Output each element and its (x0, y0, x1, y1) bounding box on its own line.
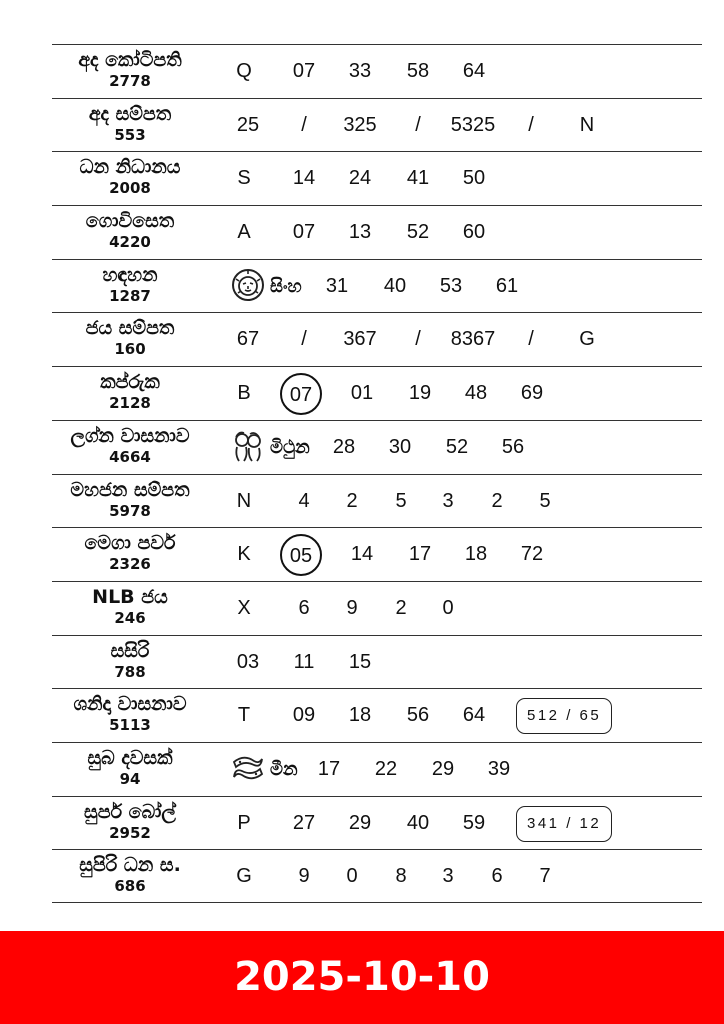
lottery-name-block (52, 801, 208, 843)
result-value: 6 (491, 865, 503, 888)
result-value: / (528, 328, 534, 351)
lottery-name-block (52, 532, 208, 574)
date-banner (0, 931, 724, 1024)
result-value: 19 (408, 382, 432, 405)
result-value: 03 (236, 650, 260, 673)
draw-number: 2008 (109, 179, 151, 198)
result-value: 8367 (450, 328, 496, 351)
result-value: B (237, 382, 251, 405)
result-value: Q (236, 60, 252, 82)
gemini-icon (230, 428, 266, 468)
lottery-name: ජය සම්පත (85, 317, 175, 340)
lion-icon (230, 267, 266, 307)
result-value: 69 (520, 382, 544, 405)
lottery-name: කප්රුක (100, 371, 160, 394)
zodiac-name: මීන (270, 759, 298, 781)
result-value: 5 (395, 489, 407, 512)
zodiac-name: මිථුන (270, 437, 310, 459)
result-value: 17 (408, 543, 432, 566)
result-value: 0 (346, 865, 358, 888)
results-table (52, 44, 702, 903)
lottery-name-block (52, 854, 208, 896)
lottery-row (52, 635, 702, 689)
result-value: 5325 (450, 113, 496, 136)
jackpot-box: 512 / 65 (516, 698, 612, 734)
result-value: 01 (350, 382, 374, 405)
draw-number: 5113 (109, 716, 151, 735)
lottery-row (52, 796, 702, 850)
lottery-name-block (52, 693, 208, 735)
lottery-row (52, 742, 702, 796)
lottery-name-block (52, 49, 208, 91)
result-value: 7 (539, 865, 551, 888)
result-value: 60 (462, 221, 486, 244)
result-value: 56 (501, 435, 525, 458)
lottery-row (52, 688, 702, 742)
lottery-row (52, 205, 702, 259)
result-value: P (237, 811, 251, 834)
result-value: 50 (462, 167, 486, 190)
result-value: 67 (236, 328, 260, 351)
draw-number: 246 (114, 608, 146, 627)
lottery-name: ලග්න වාසනාව (70, 424, 190, 447)
draw-number: 2778 (109, 72, 151, 90)
result-value: 2 (346, 489, 358, 512)
lottery-name: සුබ දවසක් (87, 746, 173, 769)
lottery-row (52, 44, 702, 98)
result-value: 25 (236, 113, 260, 136)
lottery-name-block (52, 103, 208, 145)
result-value: 07 (292, 60, 316, 82)
result-value: 18 (464, 543, 488, 566)
result-value: 3 (442, 865, 454, 888)
result-value: 5 (539, 489, 551, 512)
draw-number: 788 (114, 662, 146, 681)
lottery-name: ධන නිධානය (79, 156, 181, 179)
result-value: 31 (325, 274, 349, 297)
lottery-row (52, 151, 702, 205)
lottery-name-block (52, 586, 208, 628)
result-value: 4 (298, 489, 310, 512)
result-value: 367 (343, 328, 377, 351)
lottery-name: මහජන සම්පත (70, 478, 190, 501)
result-value: 30 (388, 435, 412, 458)
lottery-row (52, 474, 702, 528)
result-value: 72 (520, 543, 544, 566)
result-value: 52 (445, 435, 469, 458)
result-value: 29 (431, 757, 455, 780)
result-value: 14 (350, 543, 374, 566)
lottery-name: සසිරි (110, 639, 150, 662)
lottery-row (52, 420, 702, 474)
result-value: 29 (348, 811, 372, 834)
draw-number: 2128 (109, 394, 151, 413)
result-value: 2 (395, 596, 407, 619)
result-value: K (237, 543, 251, 566)
result-value: 13 (348, 221, 372, 244)
result-value: 28 (332, 435, 356, 458)
result-value: 9 (346, 596, 358, 619)
result-value: 53 (439, 274, 463, 297)
draw-number: 1287 (109, 286, 151, 305)
result-value: T (237, 704, 251, 727)
lottery-row (52, 849, 702, 903)
result-value: 09 (292, 704, 316, 727)
result-value: 40 (383, 274, 407, 297)
result-value: 8 (395, 865, 407, 888)
zodiac-sign (230, 267, 302, 307)
bonus-number-circle: 05 (280, 534, 322, 576)
result-value: / (301, 328, 307, 351)
draw-number: 4664 (109, 447, 151, 466)
draw-number: 2326 (109, 555, 151, 574)
lottery-name: ශනිදා වාසනාව (73, 693, 187, 716)
result-value: S (237, 167, 251, 190)
result-value: N (236, 489, 252, 512)
draw-number: 94 (119, 769, 141, 788)
result-value: 15 (348, 650, 372, 673)
lottery-name-block (52, 210, 208, 252)
result-value: 17 (317, 757, 341, 780)
lottery-name: හඳහන (102, 263, 158, 286)
result-value: 24 (348, 167, 372, 190)
result-value: 07 (292, 221, 316, 244)
result-value: 61 (495, 274, 519, 297)
result-value: 11 (293, 650, 315, 673)
bonus-number-circle: 07 (280, 373, 322, 415)
lottery-name: මෙගා පවර් (84, 532, 176, 555)
result-value: 59 (462, 811, 486, 834)
zodiac-sign (230, 428, 310, 468)
lottery-row (52, 527, 702, 581)
lottery-name: අද කෝටිපති (78, 49, 182, 71)
result-value: 56 (406, 704, 430, 727)
result-value: 22 (374, 757, 398, 780)
draw-number: 4220 (109, 233, 151, 252)
result-value: 3 (442, 489, 454, 512)
result-value: 64 (462, 704, 486, 727)
lottery-name: සුපර් බෝල් (84, 800, 176, 823)
draw-number: 5978 (109, 501, 151, 520)
pisces-icon (230, 750, 266, 790)
result-value: N (579, 113, 595, 136)
lottery-row (52, 312, 702, 366)
lottery-name: අද සම්පත (88, 102, 172, 125)
lottery-name-block (52, 156, 208, 198)
result-value: 58 (406, 60, 430, 82)
lottery-row (52, 98, 702, 152)
lottery-name-block (52, 264, 208, 306)
result-value: / (528, 113, 534, 136)
lottery-name: NLB ජය (92, 585, 168, 608)
lottery-row (52, 366, 702, 420)
jackpot-box: 341 / 12 (516, 806, 612, 842)
result-value: 14 (292, 167, 316, 190)
result-date: 2025-10-10 (234, 954, 490, 1000)
lottery-name-block (52, 479, 208, 521)
lottery-name-block (52, 317, 208, 359)
result-value: 27 (292, 811, 316, 834)
result-value: 33 (348, 60, 372, 82)
result-value: G (236, 865, 252, 888)
lottery-name-block (52, 640, 208, 682)
result-value: 9 (298, 865, 310, 888)
draw-number: 2952 (109, 823, 151, 842)
result-value: 0 (442, 596, 454, 619)
result-value: 18 (348, 704, 372, 727)
result-value: 39 (487, 757, 511, 780)
result-value: A (237, 221, 251, 244)
lottery-name-block (52, 371, 208, 413)
lottery-name-block (52, 425, 208, 467)
result-value: / (301, 113, 307, 136)
lottery-name-block (52, 747, 208, 789)
zodiac-sign (230, 750, 298, 790)
result-value: 6 (298, 596, 310, 619)
result-value: / (415, 328, 421, 351)
draw-number: 553 (114, 125, 146, 144)
draw-number: 160 (114, 340, 146, 359)
lottery-row (52, 259, 702, 313)
draw-number: 686 (114, 877, 146, 896)
result-value: 40 (406, 811, 430, 834)
lottery-row (52, 581, 702, 635)
result-value: 325 (343, 113, 377, 136)
result-value: 52 (406, 221, 430, 244)
result-value: X (237, 596, 251, 619)
result-value: 48 (464, 382, 488, 405)
result-value: / (415, 113, 421, 136)
lottery-name: සුපිරි ධන ස. (79, 854, 181, 877)
result-value: G (579, 328, 595, 351)
result-value: 2 (491, 489, 503, 512)
result-value: 41 (406, 167, 430, 190)
lottery-name: ගොවිසෙත (85, 210, 175, 233)
zodiac-name: සිංහ (270, 276, 302, 298)
result-value: 64 (462, 60, 486, 82)
